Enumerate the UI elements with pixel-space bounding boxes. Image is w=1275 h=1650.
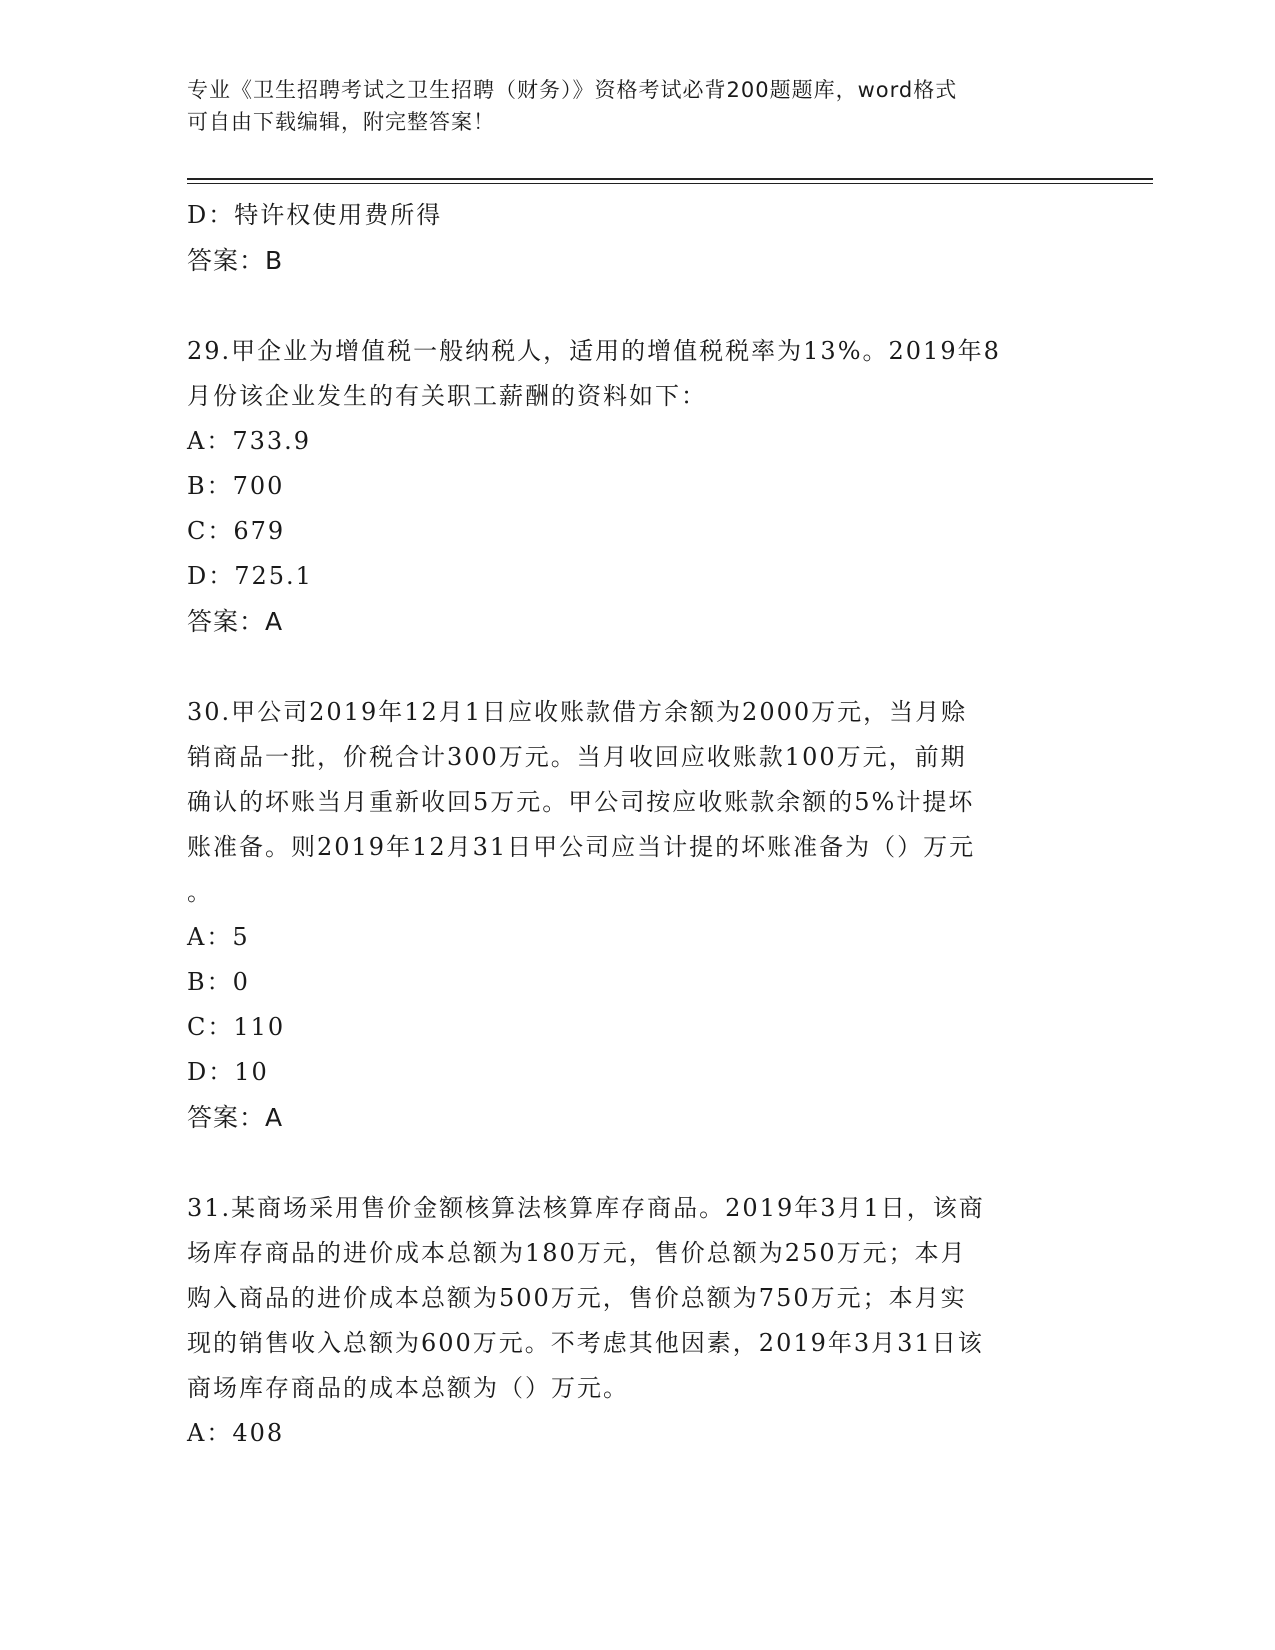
question-stem xyxy=(187,329,1087,419)
answer: 答案：B xyxy=(187,246,284,275)
document-header xyxy=(187,74,1067,138)
previous-question-tail xyxy=(187,193,1087,283)
stem-line: 。 xyxy=(187,878,213,906)
question-stem xyxy=(187,1186,1087,1411)
stem-line: 月份该企业发生的有关职工薪酬的资料如下： xyxy=(187,382,707,410)
header-rule xyxy=(187,178,1153,184)
option-a: A：733.9 xyxy=(187,427,312,455)
option-d: D：特许权使用费所得 xyxy=(187,201,443,229)
question-29 xyxy=(187,329,1087,644)
stem-line: 确认的坏账当月重新收回5万元。甲公司按应收账款余额的5%计提坏 xyxy=(187,788,975,816)
option-a: A：5 xyxy=(187,923,250,951)
option-d: D：10 xyxy=(187,1058,269,1086)
option-c: C：679 xyxy=(187,517,286,545)
stem-line: 购入商品的进价成本总额为500万元，售价总额为750万元；本月实 xyxy=(187,1284,967,1312)
header-rule-thick xyxy=(187,178,1153,180)
stem-line: 账准备。则2019年12月31日甲公司应当计提的坏账准备为（）万元 xyxy=(187,833,976,861)
answer: 答案：A xyxy=(187,607,284,636)
stem-line: 商场库存商品的成本总额为（）万元。 xyxy=(187,1374,629,1402)
header-line-1: 专业《卫生招聘考试之卫生招聘（财务）》资格考试必背200题题库，word格式 xyxy=(187,78,958,102)
header-rule-thin xyxy=(187,183,1153,184)
stem-line: 现的销售收入总额为600万元。不考虑其他因素，2019年3月31日该 xyxy=(187,1329,984,1357)
stem-line: 场库存商品的进价成本总额为180万元，售价总额为250万元；本月 xyxy=(187,1239,967,1267)
question-31 xyxy=(187,1186,1087,1456)
answer: 答案：A xyxy=(187,1103,284,1132)
stem-line: 31.某商场采用售价金额核算法核算库存商品。2019年3月1日，该商 xyxy=(187,1194,985,1222)
question-30 xyxy=(187,690,1087,1140)
document-body xyxy=(187,193,1087,1456)
stem-line: 30.甲公司2019年12月1日应收账款借方余额为2000万元，当月赊 xyxy=(187,698,968,726)
question-stem xyxy=(187,690,1087,915)
option-d: D：725.1 xyxy=(187,562,313,590)
option-b: B：700 xyxy=(187,472,285,500)
header-line-2: 可自由下载编辑，附完整答案！ xyxy=(187,110,495,134)
option-c: C：110 xyxy=(187,1013,286,1041)
option-a: A：408 xyxy=(187,1419,285,1447)
stem-line: 29.甲企业为增值税一般纳税人，适用的增值税税率为13%。2019年8 xyxy=(187,337,1001,365)
option-b: B：0 xyxy=(187,968,250,996)
stem-line: 销商品一批，价税合计300万元。当月收回应收账款100万元，前期 xyxy=(187,743,967,771)
